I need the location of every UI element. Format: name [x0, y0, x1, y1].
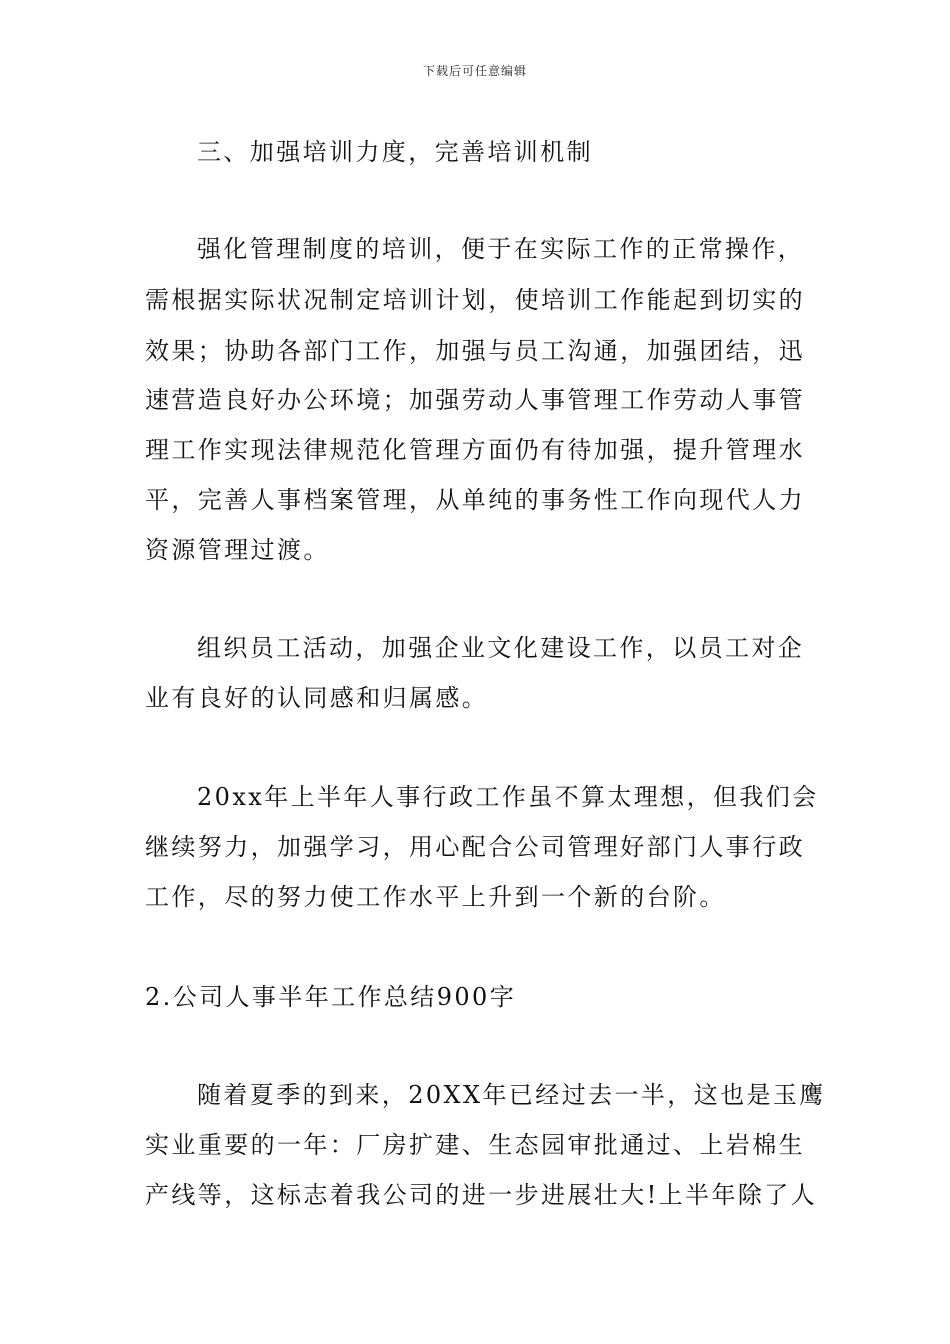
subtitle: 2.公司人事半年工作总结900字 [145, 983, 517, 1011]
paragraph-line: 产线等，这标志着我公司的进一步进展壮大!上半年除了人 [145, 1181, 818, 1209]
paragraph-line: 20xx年上半年人事行政工作虽不算太理想，但我们会 [197, 783, 819, 811]
paragraph-line: 工作，尽的努力使工作水平上升到一个新的台阶。 [145, 883, 726, 911]
paragraph-line: 强化管理制度的培训，便于在实际工作的正常操作， [197, 235, 805, 263]
paragraph-line: 组织员工活动，加强企业文化建设工作，以员工对企 [197, 634, 805, 662]
paragraph-line: 继续努力，加强学习，用心配合公司管理好部门人事行政 [145, 833, 805, 861]
paragraph-line: 效果；协助各部门工作，加强与员工沟通，加强团结，迅 [145, 337, 805, 365]
section-heading: 三、加强培训力度，完善培训机制 [197, 138, 593, 166]
paragraph-line: 速营造良好办公环境；加强劳动人事管理工作劳动人事管 [145, 386, 805, 414]
paragraph-line: 业有良好的认同感和归属感。 [145, 684, 489, 712]
paragraph-line: 理工作实现法律规范化管理方面仍有待加强，提升管理水 [145, 436, 805, 464]
header-note: 下载后可任意编辑 [422, 64, 527, 78]
paragraph-line: 需根据实际状况制定培训计划，使培训工作能起到切实的 [145, 286, 805, 314]
paragraph-line: 资源管理过渡。 [145, 536, 330, 564]
paragraph-line: 实业重要的一年：厂房扩建、生态园审批通过、上岩棉生 [145, 1131, 805, 1159]
paragraph-line: 随着夏季的到来，20XX年已经过去一半，这也是玉鹰 [197, 1081, 826, 1109]
paragraph-line: 平，完善人事档案管理，从单纯的事务性工作向现代人力 [145, 486, 805, 514]
